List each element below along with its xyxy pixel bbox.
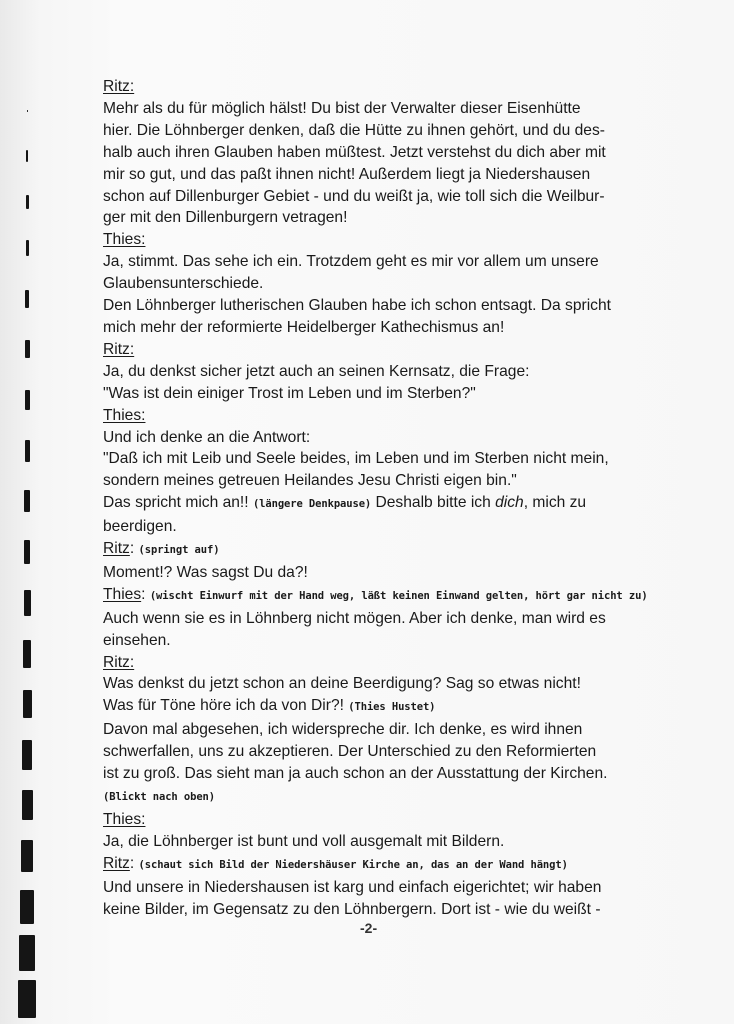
dialogue-fragment: "Daß ich mit Leib und Seele beides, im Leben und im Sterben nicht mein, [103,450,609,468]
speaker-line [103,809,663,831]
dialogue-fragment: keine Bilder, im Gegensatz zu den Löhnbergern. Dort ist - wie du weißt - [103,900,601,918]
dialogue-text [103,76,663,920]
speaker-name: Ritz [103,540,130,558]
dialogue-line [103,673,663,695]
dialogue-line [103,899,663,921]
dialogue-fragment: schon auf Dillenburger Gebiet - und du weißt ja, wie toll sich die Weilbur- [103,187,605,205]
binding-hole [24,540,30,564]
dialogue-line [103,741,663,763]
binding-hole [26,240,29,256]
dialogue-fragment: Und unsere in Niedershausen ist karg und einfach eigerichtet; wir haben [103,878,602,896]
dialogue-fragment: Ja, stimmt. Das sehe ich ein. Trotzdem geht es mir vor allem um unsere [103,253,599,271]
dialogue-line [103,427,663,449]
speaker-line [103,652,663,674]
dialogue-line [103,584,663,608]
binding-hole [23,690,32,718]
dialogue-fragment: mir so gut, und das paßt ihnen nicht! Außerdem liegt ja Niedershausen [103,165,591,183]
dialogue-fragment: mich mehr der reformierte Heidelberger Kathechismus an! [103,318,505,336]
speaker-name: Thies: [103,406,146,424]
dialogue-fragment: sondern meines getreuen Heilandes Jesu Christi eigen bin." [103,472,517,490]
dialogue-line [103,186,663,208]
dialogue-line [103,831,663,853]
stage-direction: (Thies Hustet) [348,701,436,714]
binding-hole [19,935,35,971]
dialogue-line [103,695,663,719]
page-number: -2- [360,920,378,936]
dialogue-fragment: "Was ist dein einiger Trost im Leben und im Sterben?" [103,384,476,402]
speaker-line [103,76,663,98]
dialogue-line [103,538,663,562]
binding-hole [22,740,32,770]
binding-hole [25,440,30,462]
dialogue-line [103,295,663,317]
dialogue-line [103,142,663,164]
binding-hole [22,790,33,820]
speaker-name: Ritz: [103,78,135,95]
stage-direction: (schaut sich Bild der Niedershäuser Kirche an, das an der Wand hängt) [138,858,568,871]
dialogue-fragment: ist zu groß. Das sieht man ja auch schon an der Ausstattung der Kirchen. [103,765,608,783]
dialogue-fragment: ger mit den Dillenburgern vetragen! [103,209,348,227]
dialogue-line [103,763,663,785]
stage-line [103,785,663,809]
binding-hole [27,110,28,112]
binding-hole [20,890,34,924]
dialogue-line [103,516,663,538]
speaker-name: Ritz: [103,653,135,671]
binding-holes [0,0,40,1024]
dialogue-fragment: Ja, du denkst sicher jetzt auch an seinen Kernsatz, die Frage: [103,362,530,380]
dialogue-line [103,853,663,877]
speaker-name: Thies: [103,231,146,249]
speaker-name: Ritz: [103,340,135,358]
speaker-name: Thies: [103,810,146,828]
dialogue-line [103,98,663,120]
dialogue-line [103,562,663,584]
dialogue-fragment: : [129,854,139,872]
dialogue-fragment: : [129,540,139,558]
binding-hole [25,390,30,410]
dialogue-fragment: Auch wenn sie es in Löhnberg nicht mögen. Aber ich denke, man wird es [103,609,606,627]
stage-direction: (wischt Einwurf mit der Hand weg, läßt keinen Einwand gelten, hört gar nicht zu) [149,589,648,602]
stage-direction: (Blickt nach oben) [103,791,215,803]
dialogue-fragment: einsehen. [103,631,171,649]
binding-hole [23,640,31,668]
binding-hole [26,195,29,209]
speaker-name: Ritz [103,854,130,872]
stage-direction: (längere Denkpause) [252,498,372,511]
dialogue-fragment: Glaubensunterschiede. [103,275,264,293]
dialogue-fragment: beerdigen. [103,518,177,536]
dialogue-fragment: , mich zu [523,494,587,512]
dialogue-fragment: hier. Die Löhnberger denken, daß die Hütte zu ihnen gehört, und du des- [103,121,605,139]
dialogue-line [103,719,663,741]
dialogue-fragment: Davon mal abgesehen, ich widerspreche dir. Ich denke, es wird ihnen [103,721,583,739]
dialogue-line [103,877,663,899]
dialogue-fragment: Moment!? Was sagst Du da?! [103,563,308,581]
dialogue-fragment: Was denkst du jetzt schon an deine Beerdigung? Sag so etwas nicht! [103,675,581,693]
dialogue-line [103,317,663,339]
dialogue-fragment: schwerfallen, uns zu akzeptieren. Der Unterschied zu den Reformierten [103,743,597,761]
dialogue-line [103,207,663,229]
dialogue-line [103,164,663,186]
dialogue-fragment: Den Löhnberger lutherischen Glauben habe ich schon entsagt. Da spricht [103,297,611,315]
speaker-line [103,339,663,361]
binding-hole [25,340,30,358]
emphasis-text: dich [495,494,524,512]
dialogue-line [103,608,663,630]
dialogue-line [103,361,663,383]
binding-hole [18,980,36,1018]
dialogue-fragment: Mehr als du für möglich hälst! Du bist der Verwalter dieser Eisenhütte [103,99,581,117]
dialogue-fragment: : [141,585,150,603]
dialogue-line [103,448,663,470]
dialogue-line [103,492,663,516]
dialogue-line [103,383,663,405]
dialogue-fragment: Das spricht mich an!! [103,494,253,512]
binding-hole [26,150,28,162]
stage-direction: (springt auf) [138,544,220,557]
dialogue-line [103,470,663,492]
binding-hole [25,290,29,308]
dialogue-fragment: Und ich denke an die Antwort: [103,428,311,446]
binding-hole [24,490,30,512]
speaker-line [103,405,663,427]
binding-hole [24,590,31,616]
dialogue-fragment: halb auch ihren Glauben haben müßtest. Jetzt verstehst du dich aber mit [103,143,606,161]
dialogue-line [103,251,663,273]
speaker-line [103,229,663,251]
speaker-name: Thies [103,585,142,603]
dialogue-line [103,630,663,652]
dialogue-fragment: Was für Töne höre ich da von Dir?! [103,697,349,715]
dialogue-fragment: Ja, die Löhnberger ist bunt und voll ausgemalt mit Bildern. [103,832,505,850]
dialogue-fragment: Deshalb bitte ich [371,494,496,512]
dialogue-line [103,273,663,295]
dialogue-line [103,120,663,142]
binding-hole [21,840,33,872]
